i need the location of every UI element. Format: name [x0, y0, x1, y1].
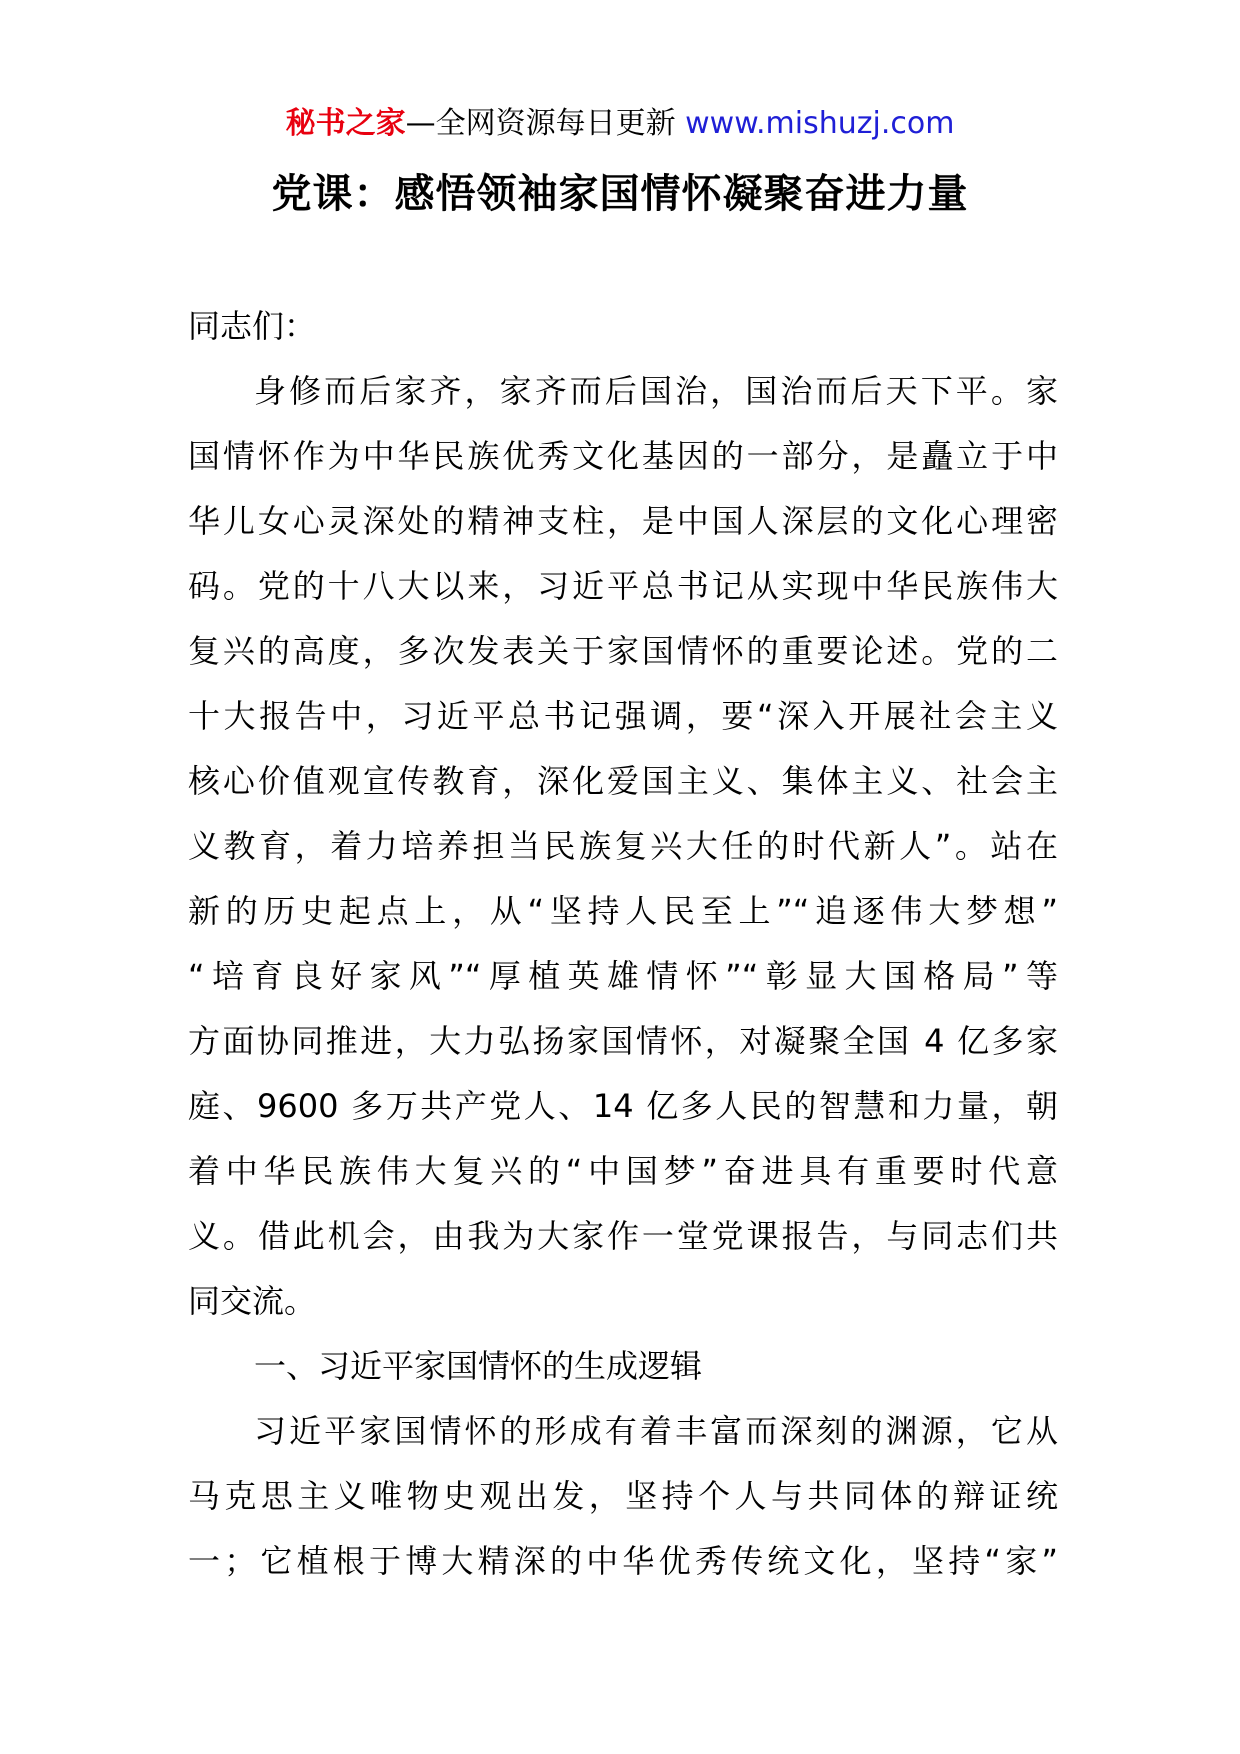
paragraph-line: 义。借此机会，由我为大家作一堂党课报告，与同志们共 — [188, 1217, 1058, 1255]
paragraph-line: “培育良好家风”“厚植英雄情怀”“彰显大国格局”等 — [188, 957, 1058, 995]
site-url-link[interactable]: www.mishuzj.com — [685, 106, 955, 141]
paragraph-line: 马克思主义唯物史观出发，坚持个人与共同体的辩证统 — [188, 1477, 1058, 1515]
paragraph-line: 十大报告中，习近平总书记强调，要“深入开展社会主义 — [188, 697, 1058, 735]
paragraph-line: 国情怀作为中华民族优秀文化基因的一部分，是矗立于中 — [188, 437, 1058, 475]
paragraph-line: 着中华民族伟大复兴的“中国梦”奋进具有重要时代意 — [188, 1152, 1058, 1190]
document-title: 党课：感悟领袖家国情怀凝聚奋进力量 — [271, 171, 969, 217]
paragraph-line: 一；它植根于博大精深的中华优秀传统文化，坚持“家” — [188, 1542, 1058, 1580]
paragraph-line: 义教育，着力培养担当民族复兴大任的时代新人”。站在 — [188, 827, 1058, 865]
document-body — [188, 294, 1058, 1594]
paragraph-line: 码。党的十八大以来，习近平总书记从实现中华民族伟大 — [188, 567, 1058, 605]
paragraph-line: 习近平家国情怀的形成有着丰富而深刻的渊源，它从 — [254, 1412, 1058, 1450]
paragraph-line: 复兴的高度，多次发表关于家国情怀的重要论述。党的二 — [188, 632, 1058, 670]
paragraph-line: 同交流。 — [188, 1282, 317, 1320]
paragraph-line: 方面协同推进，大力弘扬家国情怀，对凝聚全国 4 亿多家 — [188, 1022, 1058, 1060]
brand-name: 秘书之家 — [285, 106, 406, 141]
paragraph-line: 新的历史起点上，从“坚持人民至上”“追逐伟大梦想” — [188, 892, 1058, 930]
section-heading: 一、习近平家国情怀的生成逻辑 — [254, 1347, 703, 1385]
site-banner — [0, 104, 1240, 144]
banner-tagline: —全网资源每日更新 — [405, 106, 686, 141]
salutation: 同志们： — [188, 307, 317, 345]
paragraph-line: 华儿女心灵深处的精神支柱，是中国人深层的文化心理密 — [188, 502, 1058, 540]
paragraph-line: 身修而后家齐，家齐而后国治，国治而后天下平。家 — [254, 372, 1058, 410]
paragraph-line: 庭、9600 多万共产党人、14 亿多人民的智慧和力量，朝 — [188, 1087, 1058, 1125]
paragraph-line: 核心价值观宣传教育，深化爱国主义、集体主义、社会主 — [188, 762, 1058, 800]
